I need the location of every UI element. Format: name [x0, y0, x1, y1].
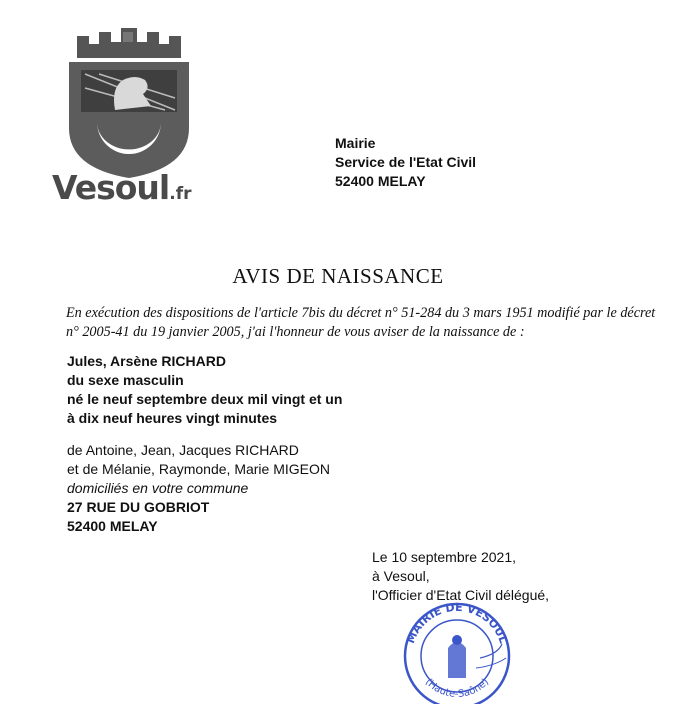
intro-text: En exécution des dispositions de l'article 7bis du décret n° 51-284 du 3 mars 1951 modifié par le décret n° 2005-41 du 19 janvier 2005, j'ai l'honneur de vous aviser de la naissance de :: [66, 305, 656, 340]
father-name: de Antoine, Jean, Jacques RICHARD: [67, 442, 299, 458]
stamp-top-text: MAIRIE DE VESOUL: [404, 600, 510, 646]
brand-name: Vesoul: [52, 168, 170, 207]
address-line: Service de l'Etat Civil: [335, 154, 477, 170]
intro-paragraph: [66, 304, 656, 342]
official-stamp: [398, 598, 516, 704]
coat-of-arms-icon: [55, 18, 205, 178]
stamp-seal-icon: [398, 598, 516, 704]
signature-date: Le 10 septembre 2021,: [372, 549, 516, 565]
residence-street: 27 RUE DU GOBRIOT: [67, 499, 210, 515]
signature-block: [372, 548, 549, 605]
mother-name: et de Mélanie, Raymonde, Marie MIGEON: [67, 461, 330, 477]
brand-tld: .fr: [169, 184, 192, 204]
child-details: [67, 352, 342, 428]
signature-officer: l'Officier d'Etat Civil délégué,: [372, 587, 550, 603]
address-line: 52400 MELAY: [335, 173, 426, 189]
svg-text:(Haute-Saône): [423, 677, 491, 700]
child-birth-date: né le neuf septembre deux mil vingt et un: [67, 391, 343, 407]
signature-place: à Vesoul,: [372, 568, 430, 584]
parents-details: [67, 441, 330, 536]
residence-note: domiciliés en votre commune: [67, 480, 249, 496]
child-name: Jules, Arsène RICHARD: [67, 353, 226, 369]
child-sex: du sexe masculin: [67, 372, 184, 388]
child-birth-time: à dix neuf heures vingt minutes: [67, 410, 278, 426]
stamp-bottom-text: (Haute-Saône): [422, 676, 492, 700]
document-title: AVIS DE NAISSANCE: [232, 264, 444, 288]
address-line: Mairie: [335, 135, 376, 151]
vesoul-brand-text: [52, 168, 191, 207]
residence-city: 52400 MELAY: [67, 518, 158, 534]
recipient-address: [335, 134, 476, 191]
